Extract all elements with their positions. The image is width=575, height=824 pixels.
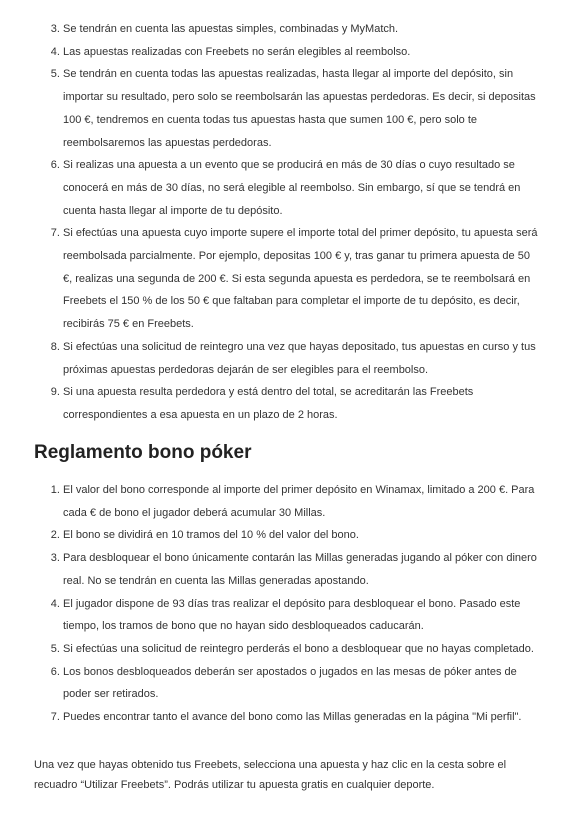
list-item: 4. El jugador dispone de 93 días tras realizar el depósito para desbloquear el bono. Pasado este tiempo, los tramos de bono que no hayan sido desbloqueados caducarán. — [63, 593, 541, 638]
list-item: 7. Si efectúas una apuesta cuyo importe supere el importe total del primer depósito, tu apuesta será reembolsada parcialmente. Por ejemplo, depositas 100 € y, tras ganar tu primera apuesta de 50 €, realizas una segunda de 200 €. Si esta segunda apuesta es perdedora, se te reembolsará en Freebets el 150 % de los 50 € que faltaban para completar el importe de tu depósito, es decir, recibirás 75 € en Freebets. — [63, 222, 541, 336]
list-item: 4. Las apuestas realizadas con Freebets no serán elegibles al reembolso. — [63, 41, 541, 64]
closing-paragraph: Una vez que hayas obtenido tus Freebets, selecciona una apuesta y haz clic en la cesta sobre el recuadro “Utilizar Freebets”. Podrás utilizar tu apuesta gratis en cualquier deporte. — [34, 759, 507, 791]
list-item: 6. Si realizas una apuesta a un evento que se producirá en más de 30 días o cuyo resultado se conocerá en más de 30 días, no será elegible al reembolso. Sin embargo, sí que se tendrá en cuenta hasta llegar al importe de tu depósito. — [63, 154, 541, 222]
terms-list — [0, 18, 541, 427]
list-item: 1. El valor del bono corresponde al importe del primer depósito en Winamax, limitado a 200 €. Para cada € de bono el jugador deberá acumular 30 Millas. — [63, 479, 541, 524]
list-item: 9. Si una apuesta resulta perdedora y está dentro del total, se acreditarán las Freebets correspondientes a esa apuesta en un plazo de 2 horas. — [63, 381, 541, 426]
list-item: 2. El bono se dividirá en 10 tramos del 10 % del valor del bono. — [63, 524, 541, 547]
list-item: 3. Se tendrán en cuenta las apuestas simples, combinadas y MyMatch. — [63, 18, 541, 41]
list-item: 7. Puedes encontrar tanto el avance del bono como las Millas generadas en la página "Mi perfil". — [63, 706, 541, 729]
section-heading-poker: Reglamento bono póker — [34, 442, 252, 463]
poker-rules-list — [0, 479, 541, 729]
list-item: 6. Los bonos desbloqueados deberán ser apostados o jugados en las mesas de póker antes de poder ser retirados. — [63, 661, 541, 706]
list-item: 8. Si efectúas una solicitud de reintegro una vez que hayas depositado, tus apuestas en curso y tus próximas apuestas perdedoras dejarán de ser elegibles para el reembolso. — [63, 336, 541, 381]
list-item: 5. Se tendrán en cuenta todas las apuestas realizadas, hasta llegar al importe del depósito, sin importar su resultado, pero solo se reembolsarán las apuestas perdedoras. Es decir, si depositas 100 €, tendremos en cuenta todas tus apuestas hasta que sumen 100 €, pero solo te reembolsaremos las apuestas perdedoras. — [63, 63, 541, 154]
list-item: 5. Si efectúas una solicitud de reintegro perderás el bono a desbloquear que no hayas completado. — [63, 638, 541, 661]
list-item: 3. Para desbloquear el bono únicamente contarán las Millas generadas jugando al póker con dinero real. No se tendrán en cuenta las Millas generadas apostando. — [63, 547, 541, 592]
